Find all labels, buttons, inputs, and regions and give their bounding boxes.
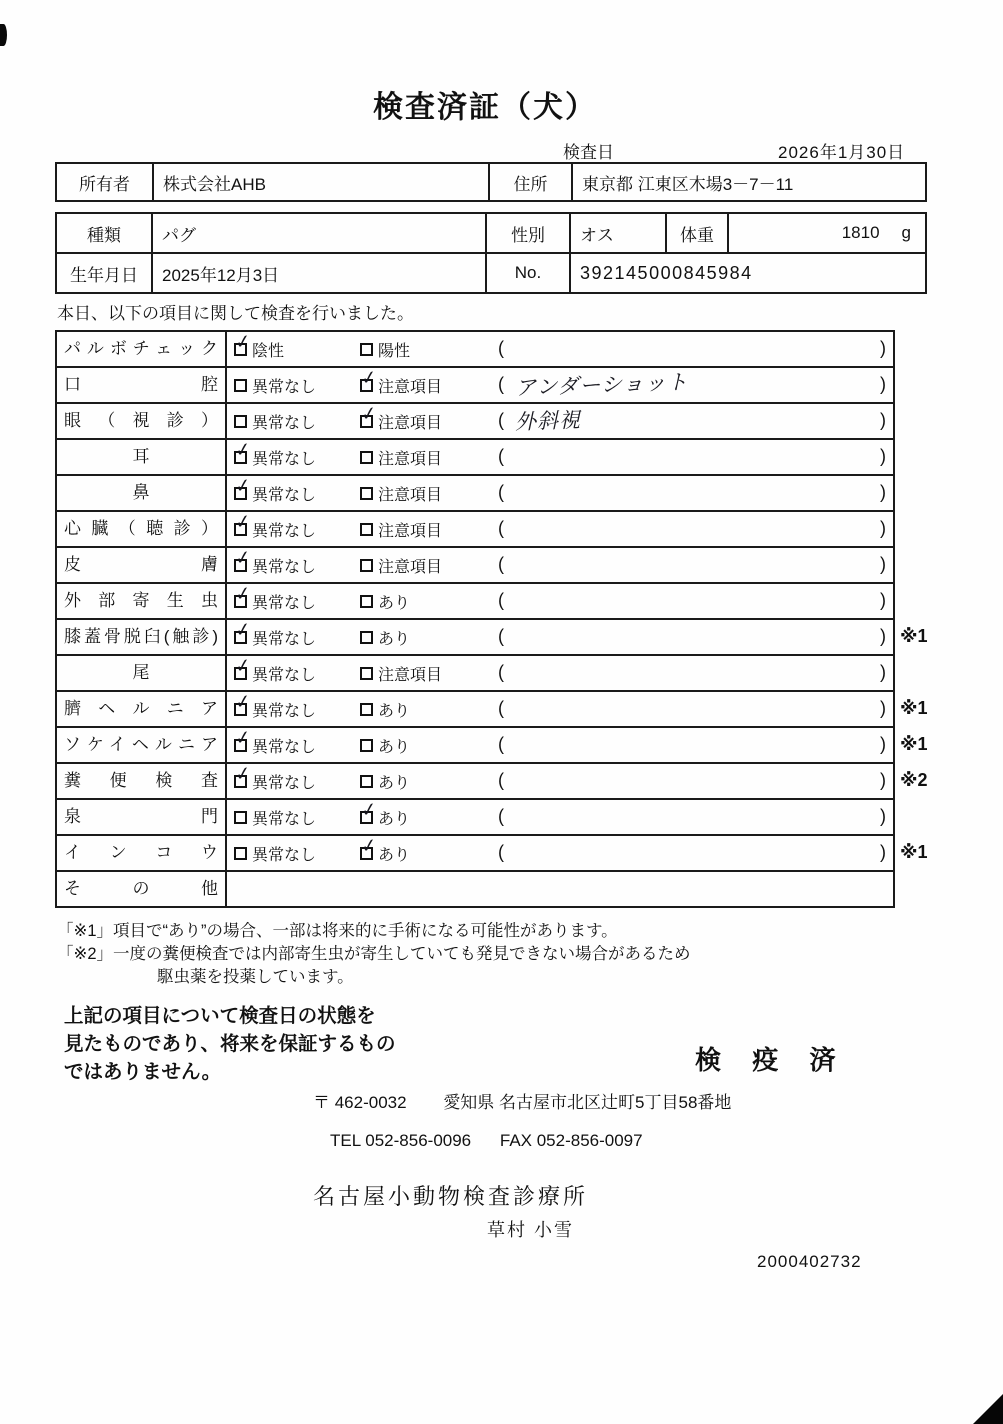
- checkmark-icon: ✓: [233, 690, 253, 714]
- checkbox-icon: [360, 343, 373, 356]
- option-label: 注意項目: [378, 414, 443, 432]
- address-value: 東京都 江東区木場3－7－11: [582, 174, 794, 194]
- disclaimer: [64, 1002, 396, 1086]
- checkmark-icon: ✓: [233, 582, 253, 606]
- option-label: あり: [378, 846, 411, 864]
- clinic-tel: TEL 052-856-0096: [330, 1131, 472, 1150]
- option-label: あり: [378, 594, 411, 612]
- handwritten-note: アンダーショット: [514, 369, 689, 401]
- paren-open: (: [498, 770, 504, 790]
- option-2: [360, 620, 410, 654]
- intro-text: 本日、以下の項目に関して検査を行いました。: [57, 304, 414, 323]
- checkbox-icon: [360, 559, 373, 572]
- option-label: 注意項目: [378, 522, 443, 540]
- option-2: [360, 584, 410, 618]
- paren-close: ): [880, 446, 886, 466]
- option-1: [234, 692, 316, 726]
- checkmark-icon: ✓: [233, 762, 253, 786]
- paren-close: ): [880, 626, 886, 646]
- paren-open: (: [498, 518, 504, 538]
- checkmark-icon: ✓: [233, 330, 253, 354]
- option-label: あり: [378, 702, 411, 720]
- checkbox-icon: [234, 379, 247, 392]
- item-label: 糞便検査: [57, 764, 227, 798]
- checkbox-icon: [360, 739, 373, 752]
- paren-open: (: [498, 374, 504, 394]
- paren-close: ): [880, 842, 886, 862]
- address-label: 住所: [490, 164, 573, 200]
- checklist-row: [57, 404, 893, 440]
- paren-open: (: [498, 662, 504, 682]
- checkmark-icon: ✓: [233, 654, 253, 678]
- checkbox-checked-icon: [233, 330, 253, 356]
- checklist-row: [57, 368, 893, 404]
- option-2: [360, 368, 442, 402]
- checkmark-icon: ✓: [233, 546, 253, 570]
- option-label: 異常なし: [252, 414, 317, 432]
- footnote-line: 駆虫薬を投薬しています。: [157, 968, 354, 986]
- footnote-line: 「※1」項目で“あり”の場合、一部は将来的に手術になる可能性があります。: [57, 922, 618, 940]
- breed-value: パグ: [153, 214, 487, 252]
- paren-open: (: [498, 734, 504, 754]
- checkbox-checked-icon: [233, 546, 253, 572]
- option-label: 異常なし: [252, 378, 317, 396]
- inspection-date-label: 検査日: [563, 143, 614, 162]
- option-1: [234, 800, 316, 834]
- weight-cell: [729, 214, 925, 252]
- option-label: あり: [378, 630, 411, 648]
- checklist-row: [57, 440, 893, 476]
- checkbox-icon: [234, 847, 247, 860]
- option-1: [234, 584, 316, 618]
- quarantine-stamp: 検 疫 済: [695, 1045, 848, 1075]
- checkbox-icon: [360, 775, 373, 788]
- checkbox-checked-icon: [359, 834, 379, 860]
- paren-open: (: [498, 410, 504, 430]
- item-label: 耳: [57, 440, 227, 474]
- reference-mark: ※1: [900, 734, 928, 754]
- paren-open: (: [498, 842, 504, 862]
- item-label: 泉門: [57, 800, 227, 834]
- option-1: [234, 368, 316, 402]
- disclaimer-line: ではありません。: [64, 1061, 222, 1083]
- option-1: [234, 332, 284, 366]
- checklist-row: [57, 800, 893, 836]
- option-2: [360, 836, 410, 870]
- option-label: 注意項目: [378, 558, 443, 576]
- option-label: あり: [378, 810, 411, 828]
- option-label: 陰性: [252, 342, 285, 360]
- postal-code: 〒 462-0032: [313, 1093, 407, 1112]
- paren-open: (: [498, 554, 504, 574]
- item-label: パルボチェック: [57, 332, 227, 366]
- option-1: [234, 512, 316, 546]
- checkbox-checked-icon: [359, 402, 379, 428]
- inspection-date-value: 2026年1月30日: [778, 143, 906, 162]
- checkbox-checked-icon: [233, 762, 253, 788]
- veterinarian-name: 草村 小雪: [487, 1220, 575, 1240]
- checkmark-icon: ✓: [233, 618, 253, 642]
- checkbox-checked-icon: [233, 582, 253, 608]
- option-1: [234, 620, 316, 654]
- birthdate-label: 生年月日: [57, 254, 153, 292]
- option-label: 異常なし: [252, 630, 317, 648]
- checkbox-checked-icon: [233, 618, 253, 644]
- option-label: 異常なし: [252, 810, 317, 828]
- pet-info-table: [55, 212, 927, 294]
- paren-close: ): [880, 590, 886, 610]
- item-label: 膝蓋骨脱臼(触診): [57, 620, 227, 654]
- paren-open: (: [498, 806, 504, 826]
- option-label: 異常なし: [252, 558, 317, 576]
- owner-address-table: [55, 162, 927, 202]
- weight-label: 体重: [667, 214, 729, 252]
- option-1: [234, 656, 316, 690]
- paren-close: ): [880, 554, 886, 574]
- paren-close: ): [880, 698, 886, 718]
- clinic-postal-line: [313, 1088, 731, 1113]
- option-1: [234, 476, 316, 510]
- reference-mark: ※1: [900, 842, 928, 862]
- item-label: 鼻: [57, 476, 227, 510]
- option-label: 異常なし: [252, 666, 317, 684]
- item-label: 尾: [57, 656, 227, 690]
- checkmark-icon: ✓: [233, 726, 253, 750]
- checklist-row: [57, 656, 893, 692]
- no-label: No.: [487, 254, 571, 292]
- paren-open: (: [498, 626, 504, 646]
- paren-open: (: [498, 482, 504, 502]
- checkbox-checked-icon: [233, 474, 253, 500]
- clinic-fax: FAX 052-856-0097: [499, 1131, 643, 1150]
- weight-unit: g: [901, 223, 911, 242]
- item-label: 皮膚: [57, 548, 227, 582]
- option-label: 異常なし: [252, 594, 317, 612]
- option-2: [360, 440, 442, 474]
- paren-close: ): [880, 734, 886, 754]
- option-label: 注意項目: [378, 666, 443, 684]
- clinic-name: 名古屋小動物検査診療所: [313, 1184, 589, 1209]
- option-1: [234, 728, 316, 762]
- option-label: 注意項目: [378, 378, 443, 396]
- page-title: 検査済証（犬）: [373, 91, 597, 124]
- paren-close: ): [880, 482, 886, 502]
- checkbox-icon: [234, 811, 247, 824]
- footnotes: [57, 920, 691, 989]
- owner-label: 所有者: [57, 164, 154, 200]
- disclaimer-line: 上記の項目について検査日の状態を: [64, 1005, 376, 1027]
- checkbox-icon: [360, 595, 373, 608]
- item-label: ソケイヘルニア: [57, 728, 227, 762]
- checkbox-icon: [360, 703, 373, 716]
- handwritten-note: 外斜視: [514, 407, 582, 435]
- checkbox-checked-icon: [233, 438, 253, 464]
- paren-close: ): [880, 770, 886, 790]
- checklist-row: [57, 332, 893, 368]
- option-1: [234, 440, 316, 474]
- checklist-row: [57, 726, 928, 764]
- option-label: 異常なし: [252, 522, 317, 540]
- item-label: 口腔: [57, 368, 227, 402]
- option-2: [360, 728, 410, 762]
- option-label: 異常なし: [252, 738, 317, 756]
- option-2: [360, 332, 410, 366]
- option-1: [234, 836, 316, 870]
- checkbox-icon: [234, 415, 247, 428]
- reference-mark: ※1: [900, 626, 928, 646]
- checkbox-icon: [360, 523, 373, 536]
- reference-mark: ※1: [900, 698, 928, 718]
- option-2: [360, 656, 442, 690]
- paren-open: (: [498, 338, 504, 358]
- option-1: [234, 404, 316, 438]
- option-label: 異常なし: [252, 486, 317, 504]
- checkmark-icon: ✓: [359, 834, 379, 858]
- checkbox-checked-icon: [359, 366, 379, 392]
- no-value: 392145000845984: [580, 262, 753, 283]
- breed-label: 種類: [57, 214, 153, 252]
- paren-close: ): [880, 662, 886, 682]
- checkbox-icon: [360, 667, 373, 680]
- option-1: [234, 764, 316, 798]
- disclaimer-line: 見たものであり、将来を保証するもの: [64, 1033, 396, 1055]
- item-label: その他: [57, 872, 227, 906]
- option-label: あり: [378, 738, 411, 756]
- checklist-row: [57, 584, 893, 620]
- paren-close: ): [880, 410, 886, 430]
- checkbox-checked-icon: [233, 654, 253, 680]
- checklist-row: [57, 872, 893, 906]
- paren-open: (: [498, 698, 504, 718]
- checkmark-icon: ✓: [233, 474, 253, 498]
- paren-close: ): [880, 374, 886, 394]
- paren-close: ): [880, 518, 886, 538]
- checklist-row: [57, 618, 928, 656]
- scan-artifact-bottom-right: [973, 1394, 1003, 1424]
- sex-label: 性別: [487, 214, 571, 252]
- birthdate-value: 2025年12月3日: [153, 254, 487, 292]
- paren-close: ): [880, 338, 886, 358]
- checkmark-icon: ✓: [359, 798, 379, 822]
- pet-info-row-2: [57, 252, 925, 292]
- option-2: [360, 800, 410, 834]
- option-2: [360, 404, 442, 438]
- checklist-row: [57, 690, 928, 728]
- checkmark-icon: ✓: [233, 438, 253, 462]
- checkbox-checked-icon: [233, 510, 253, 536]
- checkbox-icon: [360, 631, 373, 644]
- checkbox-checked-icon: [233, 726, 253, 752]
- scan-artifact-top-left: [0, 24, 7, 46]
- option-label: 陽性: [378, 342, 411, 360]
- option-label: あり: [378, 774, 411, 792]
- item-label: 眼（視診）: [57, 404, 227, 438]
- checkbox-checked-icon: [233, 690, 253, 716]
- sex-value: オス: [571, 214, 667, 252]
- clinic-telfax-line: [330, 1131, 643, 1151]
- document-serial-number: 2000402732: [757, 1252, 862, 1271]
- option-label: 注意項目: [378, 450, 443, 468]
- option-2: [360, 548, 442, 582]
- inspection-checklist-table: [55, 330, 928, 908]
- item-label: 外部寄生虫: [57, 584, 227, 618]
- checkbox-checked-icon: [359, 798, 379, 824]
- reference-mark: ※2: [900, 770, 928, 790]
- checklist-row: [57, 834, 928, 872]
- option-2: [360, 764, 410, 798]
- paren-open: (: [498, 590, 504, 610]
- item-label: インコウ: [57, 836, 227, 870]
- clinic-address: 愛知県 名古屋市北区辻町5丁目58番地: [443, 1093, 732, 1112]
- option-2: [360, 476, 442, 510]
- option-1: [234, 548, 316, 582]
- item-label: 心臓（聴診）: [57, 512, 227, 546]
- checkmark-icon: ✓: [359, 366, 379, 390]
- checklist-row: [57, 476, 893, 512]
- checkmark-icon: ✓: [233, 510, 253, 534]
- pet-info-row-1: [57, 214, 925, 252]
- option-label: 異常なし: [252, 846, 317, 864]
- option-2: [360, 692, 410, 726]
- option-label: 異常なし: [252, 450, 317, 468]
- checkbox-icon: [360, 487, 373, 500]
- item-label: 臍ヘルニア: [57, 692, 227, 726]
- checkbox-icon: [360, 451, 373, 464]
- checkmark-icon: ✓: [359, 402, 379, 426]
- checklist-row: [57, 548, 893, 584]
- footnote-line: 「※2」一度の糞便検査では内部寄生虫が寄生していても発見できない場合があるため: [57, 945, 691, 963]
- checklist-row: [57, 762, 928, 800]
- weight-value: 1810: [841, 223, 880, 242]
- paren-close: ): [880, 806, 886, 826]
- option-label: 注意項目: [378, 486, 443, 504]
- option-label: 異常なし: [252, 702, 317, 720]
- paren-open: (: [498, 446, 504, 466]
- owner-value: 株式会社AHB: [154, 164, 490, 200]
- option-2: [360, 512, 442, 546]
- option-label: 異常なし: [252, 774, 317, 792]
- checklist-row: [57, 512, 893, 548]
